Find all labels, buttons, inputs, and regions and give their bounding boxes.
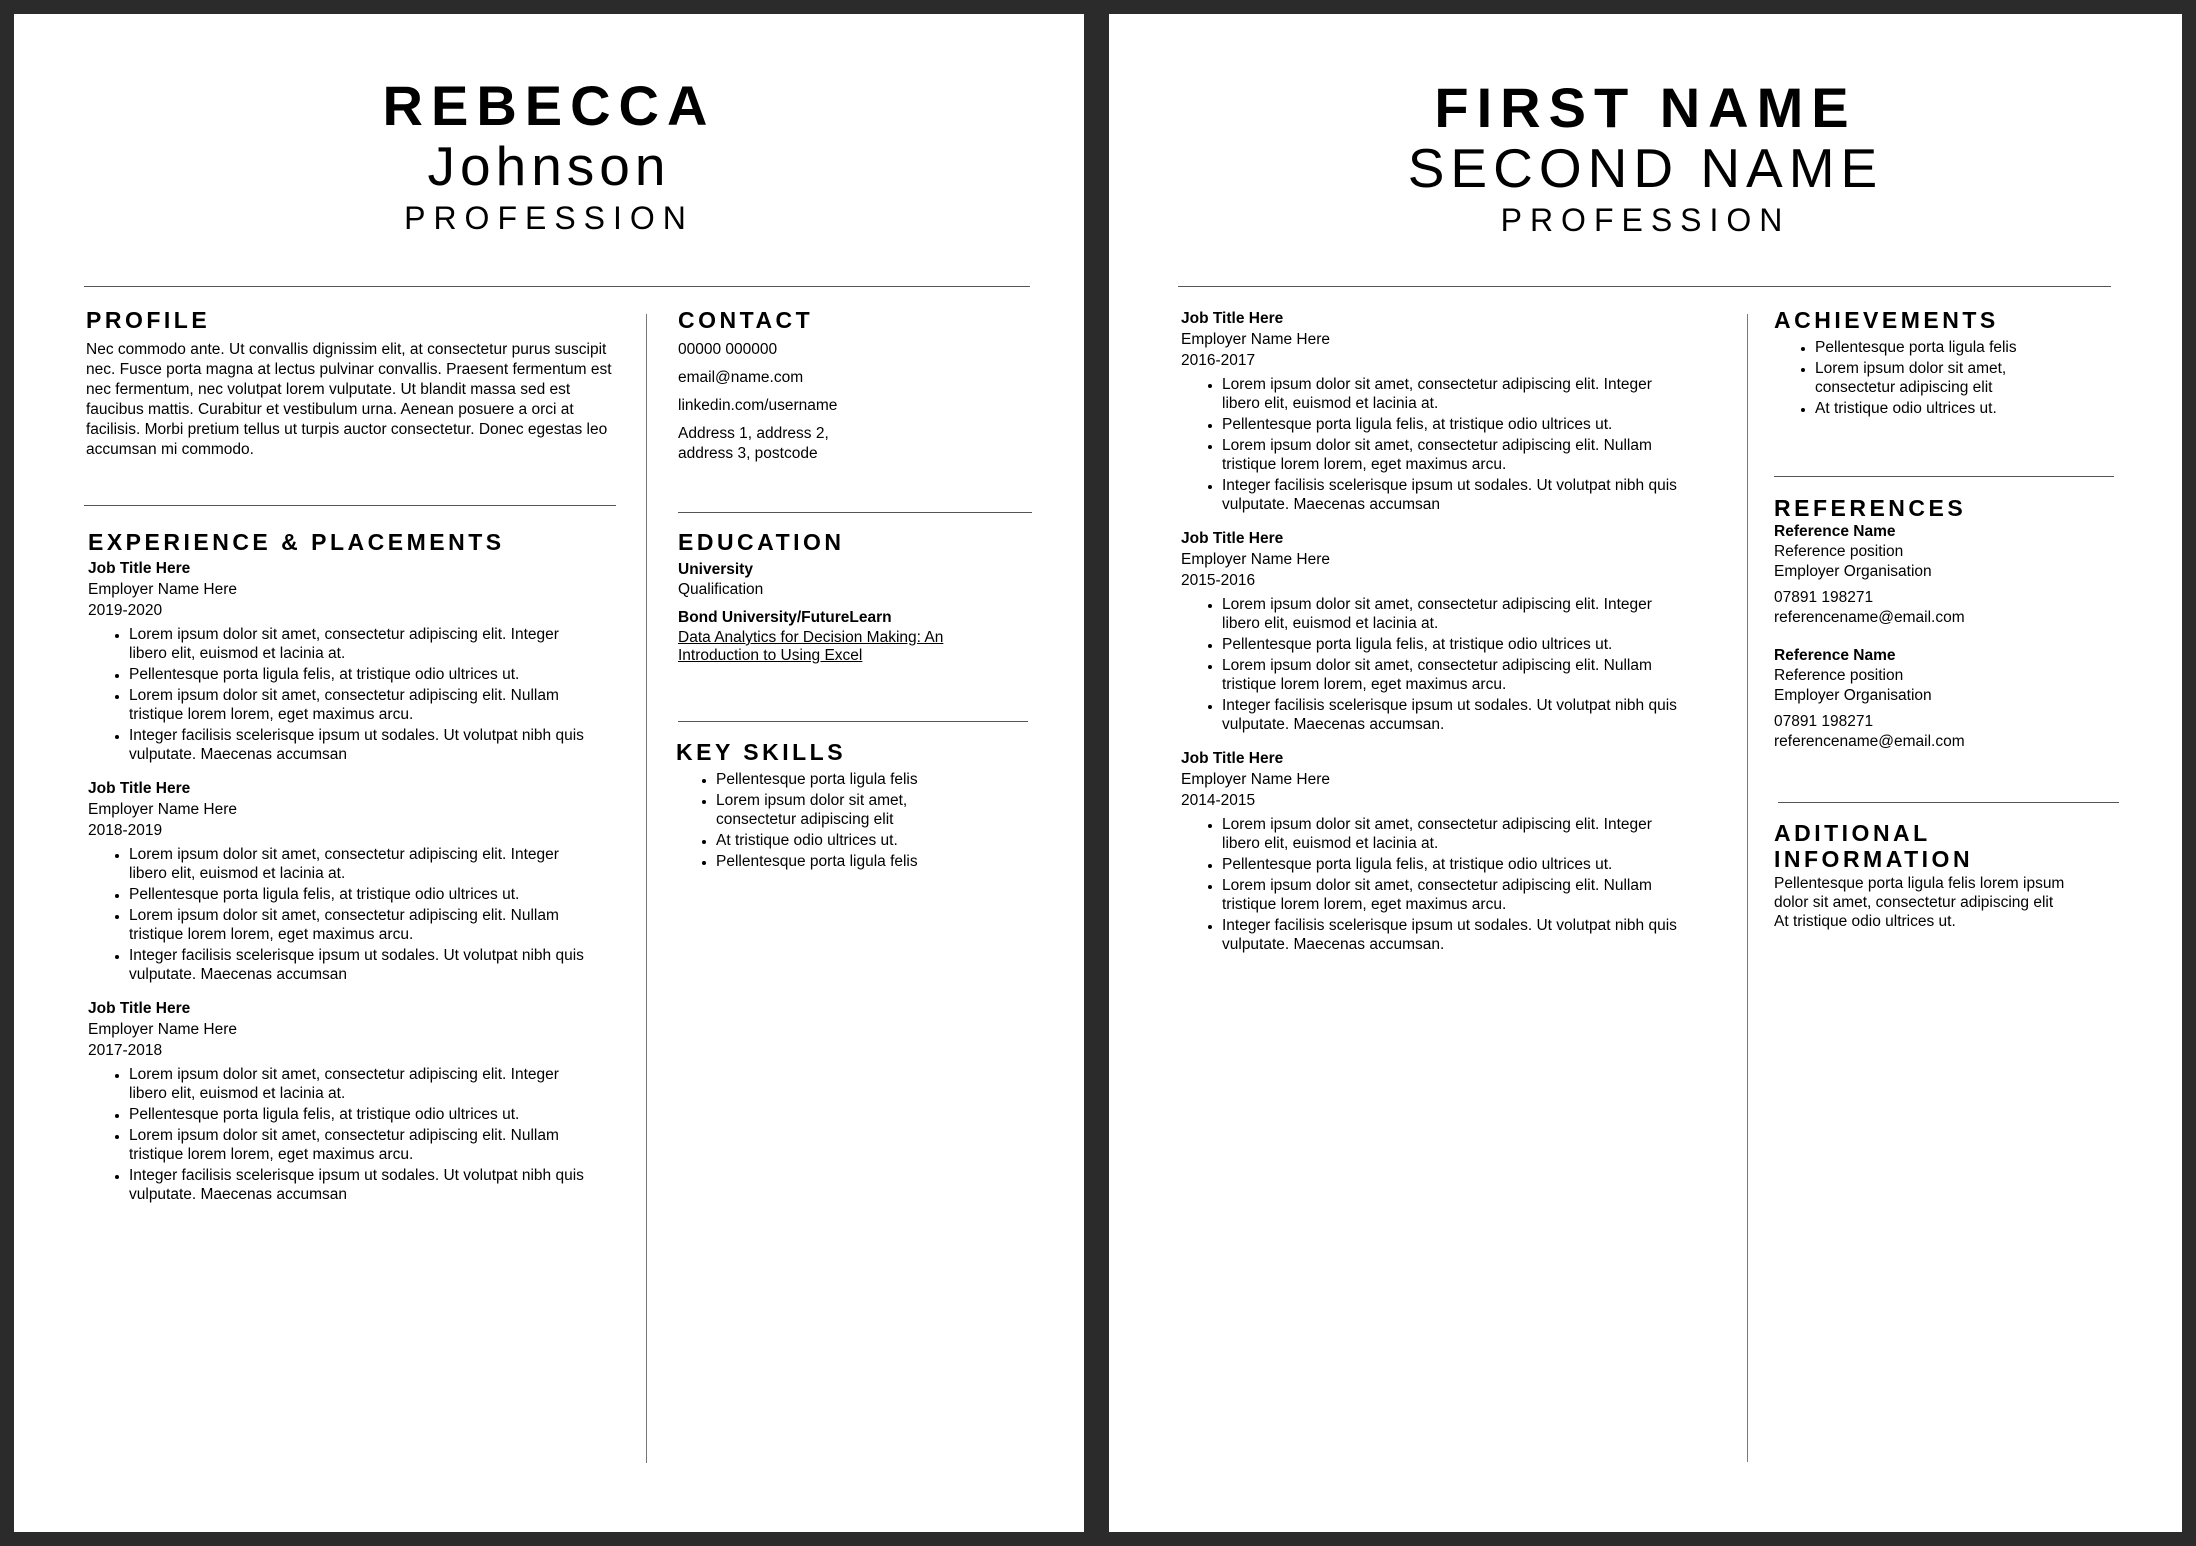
- resume-header: [14, 76, 1084, 238]
- section-divider: [1778, 802, 2119, 803]
- section-title: ACHIEVEMENTS: [1774, 307, 1999, 333]
- job-years: 2015-2016: [1181, 572, 1256, 589]
- job-bullet: • Pellentesque porta ligula felis, at tristique odio ultrices ut.: [129, 885, 591, 904]
- job-bullet: • Pellentesque porta ligula felis, at tristique odio ultrices ut.: [129, 1105, 591, 1124]
- reference-position: Reference position: [1774, 543, 1904, 560]
- job-bullet: • Lorem ipsum dolor sit amet, consectetur adipiscing elit. Nullam tristique lorem lorem, eget maximus arcu.: [1222, 436, 1684, 474]
- employer-name: Employer Name Here: [1181, 331, 1331, 348]
- education-course-link[interactable]: Data Analytics for Decision Making: An: [678, 629, 944, 646]
- header-divider: [1178, 286, 2111, 287]
- job-bullet: • Integer facilisis scelerisque ipsum ut sodales. Ut volutpat nibh quis vulputate. Maecenas accumsan: [129, 1166, 591, 1204]
- experience-list: [1181, 308, 1721, 954]
- education-institution: University: [678, 561, 753, 578]
- job-bullet: • Lorem ipsum dolor sit amet, consectetur adipiscing elit. Integer libero elit, euismod et lacinia at.: [129, 625, 591, 663]
- job-bullet: • Lorem ipsum dolor sit amet, consectetur adipiscing elit. Integer libero elit, euismod et lacinia at.: [129, 845, 591, 883]
- list-item: • Pellentesque porta ligula felis: [716, 770, 946, 789]
- job-years: 2014-2015: [1181, 792, 1256, 809]
- employer-name: Employer Name Here: [1181, 771, 1331, 788]
- job-bullet: • Lorem ipsum dolor sit amet, consectetur adipiscing elit. Integer libero elit, euismod et lacinia at.: [1222, 595, 1684, 633]
- education-institution: Bond University/FutureLearn: [678, 609, 892, 626]
- job-bullet: • Integer facilisis scelerisque ipsum ut sodales. Ut volutpat nibh quis vulputate. Maecenas accumsan.: [1222, 696, 1684, 734]
- job-title: Job Title Here: [1181, 310, 1284, 327]
- resume-page-1: [14, 14, 1084, 1532]
- education-qualification: Qualification: [678, 581, 764, 598]
- job-entry: [1181, 748, 1721, 954]
- reference-organisation: Employer Organisation: [1774, 563, 1932, 580]
- job-bullet: • Lorem ipsum dolor sit amet, consectetur adipiscing elit. Nullam tristique lorem lorem, eget maximus arcu.: [129, 906, 591, 944]
- job-bullet-list: [88, 845, 591, 984]
- experience-section: [88, 528, 628, 1218]
- additional-info-section: [1774, 820, 2114, 931]
- section-divider: [1774, 476, 2114, 477]
- job-entry: [88, 998, 628, 1204]
- job-title: Job Title Here: [1181, 750, 1284, 767]
- job-title: Job Title Here: [88, 1000, 191, 1017]
- reference-organisation: Employer Organisation: [1774, 687, 1932, 704]
- section-title: EDUCATION: [678, 529, 845, 555]
- job-bullet: • Integer facilisis scelerisque ipsum ut sodales. Ut volutpat nibh quis vulputate. Maecenas accumsan: [129, 946, 591, 984]
- contact-section: [678, 306, 1038, 464]
- job-bullet: • Lorem ipsum dolor sit amet, consectetur adipiscing elit. Integer libero elit, euismod et lacinia at.: [129, 1065, 591, 1103]
- references-section: [1774, 494, 2114, 770]
- contact-address-line: Address 1, address 2,: [678, 425, 829, 442]
- last-name: Johnson: [427, 135, 671, 197]
- job-bullet-list: [88, 625, 591, 764]
- job-years: 2018-2019: [88, 822, 163, 839]
- job-years: 2017-2018: [88, 1042, 163, 1059]
- job-entry: [88, 778, 628, 984]
- additional-text: dolor sit amet, consectetur adipiscing elit: [1774, 894, 2054, 911]
- job-bullet: • Lorem ipsum dolor sit amet, consectetur adipiscing elit. Nullam tristique lorem lorem, eget maximus arcu.: [1222, 656, 1684, 694]
- employer-name: Employer Name Here: [88, 1021, 238, 1038]
- job-years: 2019-2020: [88, 602, 163, 619]
- job-bullet: • Integer facilisis scelerisque ipsum ut sodales. Ut volutpat nibh quis vulputate. Maecenas accumsan: [129, 726, 591, 764]
- key-skills-section: [676, 738, 1036, 873]
- section-title: PROFILE: [86, 307, 211, 333]
- list-item: • Lorem ipsum dolor sit amet, consectetur adipiscing elit: [1815, 359, 2065, 397]
- profession: PROFESSION: [1500, 202, 1791, 238]
- profile-text: Nec commodo ante. Ut convallis dignissim elit, at consectetur purus suscipit nec. Fusce porta magna at lectus pulvinar convallis. Praesent fermentum est nec fermentum, nec volutpat lorem vulputate. Ut blandit massa sed est faucibus mattis. Curabitur et vestibulum urna. Aenean posuere a orci at facilisis. Morbi pretium tellus ut turpis auctor consectetur. Donec egestas leo accumsan mi commodo.: [86, 341, 612, 458]
- job-bullet-list: [1181, 815, 1684, 954]
- employer-name: Employer Name Here: [88, 801, 238, 818]
- section-divider: [84, 505, 616, 506]
- first-name: FIRST NAME: [1434, 76, 1857, 139]
- list-item: • Pellentesque porta ligula felis: [716, 852, 946, 871]
- contact-phone: 00000 000000: [678, 341, 778, 358]
- contact-linkedin: linkedin.com/username: [678, 397, 838, 414]
- job-bullet: • Integer facilisis scelerisque ipsum ut sodales. Ut volutpat nibh quis vulputate. Maecenas accumsan: [1222, 476, 1684, 514]
- experience-list: [88, 558, 628, 1204]
- achievements-section: [1774, 306, 2114, 420]
- list-item: • At tristique odio ultrices ut.: [716, 831, 946, 850]
- resume-page-2: [1109, 14, 2182, 1532]
- job-bullet-list: [1181, 375, 1684, 514]
- references-list: [1774, 522, 2114, 752]
- reference-entry: [1774, 522, 2114, 628]
- job-bullet: • Lorem ipsum dolor sit amet, consectetur adipiscing elit. Nullam tristique lorem lorem, eget maximus arcu.: [129, 686, 591, 724]
- job-bullet: • Pellentesque porta ligula felis, at tristique odio ultrices ut.: [1222, 635, 1684, 654]
- list-item: • At tristique odio ultrices ut.: [1815, 399, 2065, 418]
- job-bullet: • Pellentesque porta ligula felis, at tristique odio ultrices ut.: [129, 665, 591, 684]
- column-divider: [646, 314, 647, 1463]
- header-divider: [84, 286, 1030, 287]
- job-bullet-list: [1181, 595, 1684, 734]
- achievements-list: [1774, 338, 2065, 418]
- section-title: ADITIONAL: [1774, 820, 1931, 846]
- contact-address-line: address 3, postcode: [678, 445, 818, 462]
- job-bullet: • Lorem ipsum dolor sit amet, consectetur adipiscing elit. Nullam tristique lorem lorem, eget maximus arcu.: [129, 1126, 591, 1164]
- job-years: 2016-2017: [1181, 352, 1256, 369]
- job-entry: [88, 558, 628, 764]
- reference-entry: [1774, 646, 2114, 752]
- section-divider: [678, 512, 1032, 513]
- contact-email: email@name.com: [678, 369, 804, 386]
- job-bullet: • Pellentesque porta ligula felis, at tristique odio ultrices ut.: [1222, 415, 1684, 434]
- section-title: KEY SKILLS: [676, 739, 847, 765]
- job-bullet: • Lorem ipsum dolor sit amet, consectetur adipiscing elit. Nullam tristique lorem lorem, eget maximus arcu.: [1222, 876, 1684, 914]
- reference-phone: 07891 198271: [1774, 713, 1874, 730]
- job-title: Job Title Here: [1181, 530, 1284, 547]
- first-name: REBECCA: [382, 74, 716, 137]
- profession: PROFESSION: [404, 200, 694, 236]
- reference-position: Reference position: [1774, 667, 1904, 684]
- reference-phone: 07891 198271: [1774, 589, 1874, 606]
- section-title: INFORMATION: [1774, 846, 1974, 872]
- job-bullet-list: [88, 1065, 591, 1204]
- employer-name: Employer Name Here: [88, 581, 238, 598]
- list-item: • Lorem ipsum dolor sit amet, consectetur adipiscing elit: [716, 791, 946, 829]
- list-item: • Pellentesque porta ligula felis: [1815, 338, 2065, 357]
- last-name: SECOND NAME: [1407, 137, 1884, 199]
- additional-text: At tristique odio ultrices ut.: [1774, 913, 1956, 930]
- column-divider: [1747, 314, 1748, 1462]
- additional-text: Pellentesque porta ligula felis lorem ipsum: [1774, 875, 2065, 892]
- job-bullet: • Lorem ipsum dolor sit amet, consectetur adipiscing elit. Integer libero elit, euismod et lacinia at.: [1222, 375, 1684, 413]
- reference-email: referencename@email.com: [1774, 733, 1965, 750]
- section-title: REFERENCES: [1774, 495, 1967, 521]
- education-section: [678, 528, 1038, 664]
- job-bullet: • Integer facilisis scelerisque ipsum ut sodales. Ut volutpat nibh quis vulputate. Maecenas accumsan.: [1222, 916, 1684, 954]
- key-skills-list: [676, 770, 946, 871]
- section-title: CONTACT: [678, 307, 814, 333]
- reference-name: Reference Name: [1774, 647, 1896, 664]
- resume-header: [1109, 78, 2182, 240]
- job-title: Job Title Here: [88, 780, 191, 797]
- job-entry: [1181, 528, 1721, 734]
- job-entry: [1181, 308, 1721, 514]
- job-bullet: • Lorem ipsum dolor sit amet, consectetur adipiscing elit. Integer libero elit, euismod et lacinia at.: [1222, 815, 1684, 853]
- experience-section: [1181, 308, 1721, 968]
- job-title: Job Title Here: [88, 560, 191, 577]
- profile-section: [86, 306, 626, 460]
- education-course-link[interactable]: Introduction to Using Excel: [678, 647, 863, 664]
- section-divider: [678, 721, 1028, 722]
- reference-name: Reference Name: [1774, 523, 1896, 540]
- job-bullet: • Pellentesque porta ligula felis, at tristique odio ultrices ut.: [1222, 855, 1684, 874]
- reference-email: referencename@email.com: [1774, 609, 1965, 626]
- section-title: EXPERIENCE & PLACEMENTS: [88, 529, 505, 555]
- employer-name: Employer Name Here: [1181, 551, 1331, 568]
